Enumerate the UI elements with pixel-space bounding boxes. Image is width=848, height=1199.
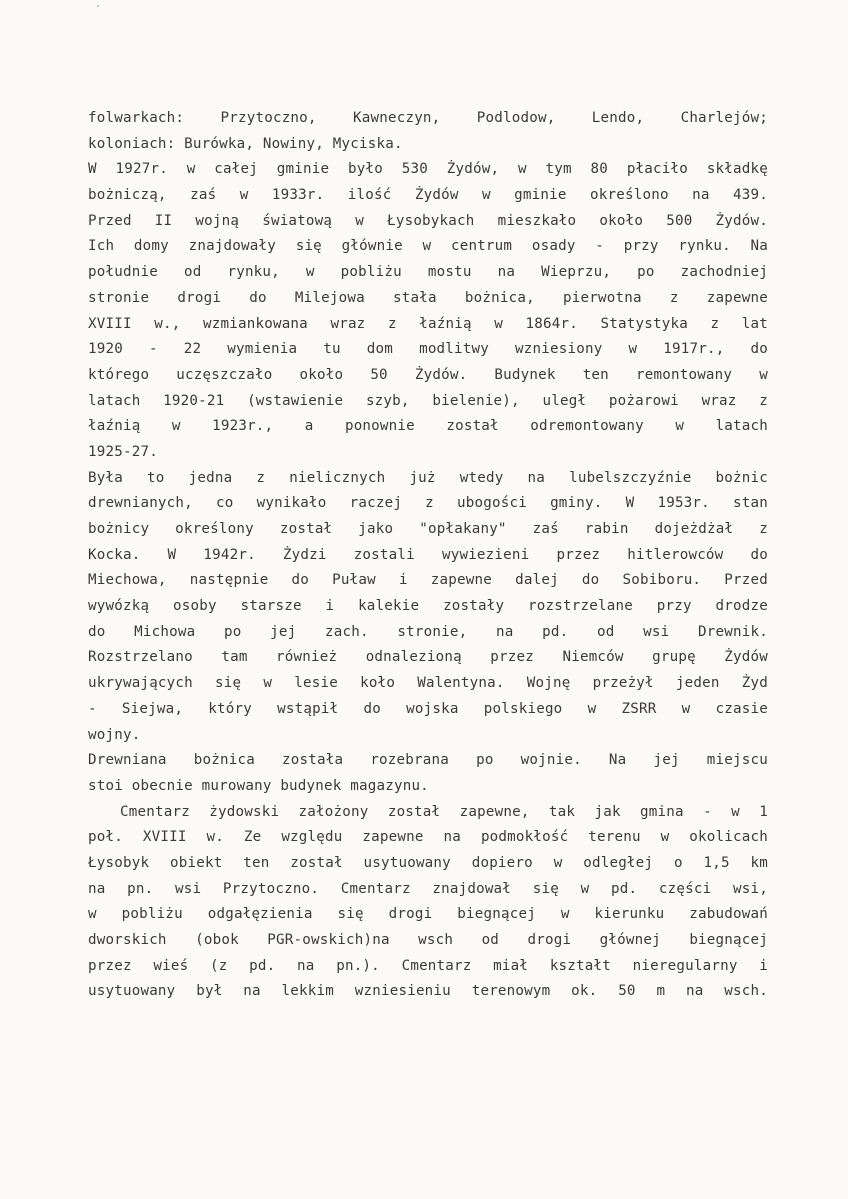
text-line: dworskich (obok PGR-owskich)na wsch od drogi głównej biegnącej	[88, 932, 768, 948]
text-line: łaźnią w 1923r., a ponownie został odremontowany w latach	[88, 418, 768, 435]
text-line: Ich domy znajdowały się głównie w centrum osady - przy rynku. Na	[88, 238, 768, 255]
text-line: - Siejwa, który wstąpił do wojska polskiego w ZSRR w czasie	[88, 700, 768, 717]
text-line: folwarkach: Przytoczno, Kawneczyn, Podlodow, Lendo, Charlejów;	[88, 110, 768, 126]
text-line: wywózką osoby starsze i kalekie zostały rozstrzelane przy drodze	[88, 598, 768, 615]
text-line: 1920 - 22 wymienia tu dom modlitwy wzniesiony w 1917r., do	[88, 341, 768, 358]
text-line: bożnicy określony został jako "opłakany" zaś rabin dojeżdżał z	[88, 521, 768, 537]
text-line: latach 1920-21 (wstawienie szyb, bielenie), uległ pożarowi wraz z	[88, 392, 768, 409]
text-line: stronie drogi do Milejowa stała bożnica, pierwotna z zapewne	[88, 289, 768, 306]
text-line: Była to jedna z nielicznych już wtedy na lubelszczyźnie bożnic	[88, 469, 768, 486]
text-line: poł. XVIII w. Ze względu zapewne na podmokłość terenu w okolicach	[88, 829, 768, 846]
text-line: w pobliżu odgałęzienia się drogi biegnącej w kierunku zabudowań	[88, 906, 768, 923]
text-line: na pn. wsi Przytoczno. Cmentarz znajdował się w pd. części wsi,	[88, 880, 768, 897]
text-line: przez wieś (z pd. na pn.). Cmentarz miał kształt nieregularny i	[88, 957, 768, 974]
document-body	[88, 106, 768, 1005]
punch-mark	[97, 5, 99, 7]
text-line: stoi obecnie murowany budynek magazynu.	[88, 777, 429, 794]
text-line: 1925-27.	[88, 443, 158, 460]
text-line: Cmentarz żydowski założony został zapewne, tak jak gmina - w 1	[120, 803, 768, 820]
text-line: bożniczą, zaś w 1933r. ilość Żydów w gminie określono na 439.	[88, 187, 768, 204]
text-line: do Michowa po jej zach. stronie, na pd. od wsi Drewnik.	[88, 623, 768, 640]
text-line: koloniach: Burówka, Nowiny, Myciska.	[88, 135, 403, 152]
text-line: Miechowa, następnie do Puław i zapewne dalej do Sobiboru. Przed	[88, 572, 768, 589]
text-line: wojny.	[88, 726, 141, 743]
text-line: Przed II wojną światową w Łysobykach mieszkało około 500 Żydów.	[88, 212, 768, 229]
text-line: usytuowany był na lekkim wzniesieniu terenowym ok. 50 m na wsch.	[88, 983, 768, 1000]
text-line: Rozstrzelano tam również odnalezioną przez Niemców grupę Żydów	[88, 649, 768, 666]
text-line: W 1927r. w całej gminie było 530 Żydów, w tym 80 płaciło składkę	[88, 161, 768, 178]
text-line: drewnianych, co wynikało raczej z ubogości gminy. W 1953r. stan	[88, 495, 768, 512]
text-line: ukrywających się w lesie koło Walentyna. Wojnę przeżył jeden Żyd	[88, 675, 768, 692]
text-line: Łysobyk obiekt ten został usytuowany dopiero w odległej o 1,5 km	[88, 854, 768, 871]
text-line: Drewniana bożnica została rozebrana po wojnie. Na jej miejscu	[88, 752, 768, 769]
text-line: XVIII w., wzmiankowana wraz z łaźnią w 1864r. Statystyka z lat	[88, 315, 768, 332]
text-line: południe od rynku, w pobliżu mostu na Wieprzu, po zachodniej	[88, 264, 768, 281]
text-line: którego uczęszczało około 50 Żydów. Budynek ten remontowany w	[88, 366, 768, 383]
text-line: Kocka. W 1942r. Żydzi zostali wywiezieni przez hitlerowców do	[88, 546, 768, 563]
